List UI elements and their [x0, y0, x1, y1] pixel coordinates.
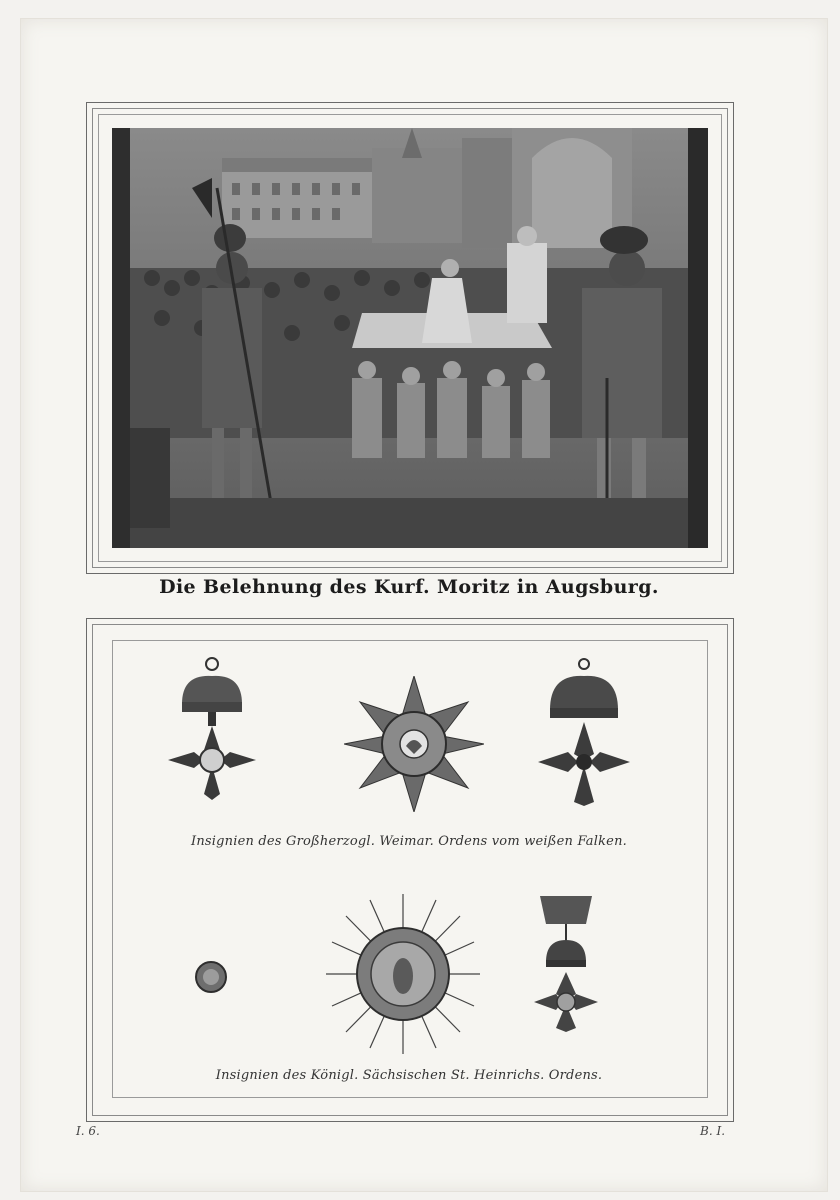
investiture-engraving — [112, 128, 708, 548]
heinrich-order-caption: Insignien des Königl. Sächsischen St. Heinrichs. Ordens. — [215, 1068, 603, 1083]
falcon-order-star-icon — [344, 676, 484, 816]
falcon-order-caption: Insignien des Großherzogl. Weimar. Ordens vom weißen Falken. — [191, 834, 627, 849]
heinrich-order-cross-icon — [530, 894, 602, 1038]
falcon-order-cross-crowned-icon — [536, 656, 632, 812]
heinrich-order-star-icon — [326, 894, 480, 1058]
plate-title: Die Belehnung des Kurf. Moritz in Augsburg. — [159, 576, 659, 598]
plate-mark-right: B. I. — [700, 1124, 726, 1138]
plate-mark-left: I. 6. — [76, 1124, 100, 1138]
heinrich-order-medallion-icon — [194, 960, 228, 998]
falcon-order-cross-icon — [164, 654, 260, 808]
